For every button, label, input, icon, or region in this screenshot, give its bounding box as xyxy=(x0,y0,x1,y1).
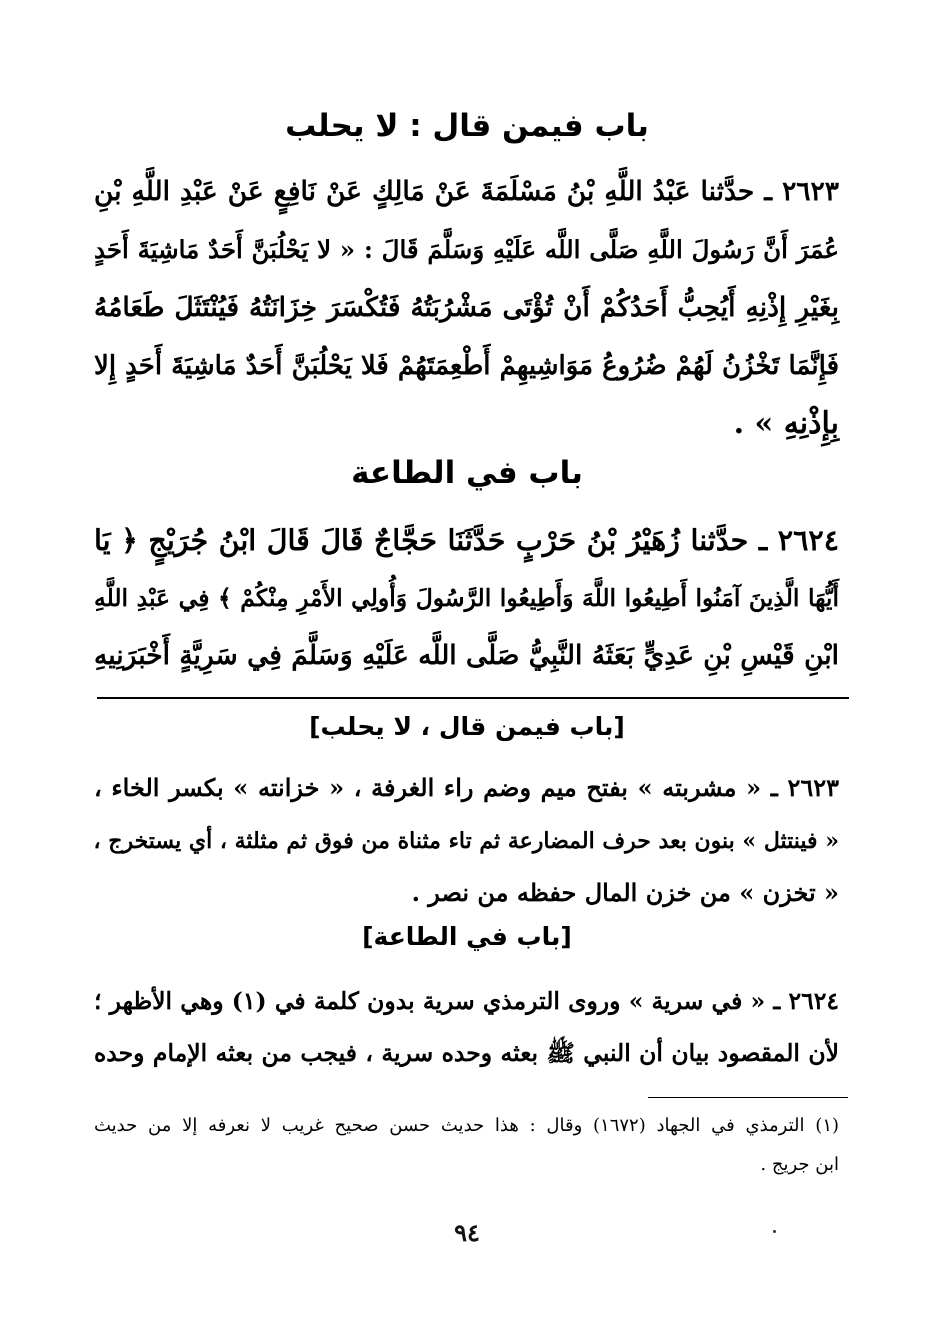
hadith-2623-line-2: عُمَرَ أَنَّ رَسُولَ اللَّهِ صَلَّى اللَّه عَلَيْهِ وَسَلَّمَ قَالَ : « لا يَحْلُبَنَّ أَحَدٌ مَاشِيَةَ أَحَدٍ xyxy=(94,235,839,264)
commentary-2624-line-2: لأن المقصود بيان أن النبي ﷺ بعثه وحده سرية ، فيجب من بعثه الإمام وحده xyxy=(94,1039,839,1067)
commentary-2623-line-1: ٢٦٢٣ ـ « مشربته » بفتح ميم وضم راء الغرفة ، « خزانته » بكسر الخاء ، xyxy=(94,773,839,802)
main-text-divider xyxy=(97,697,849,699)
footnote-line-1: (١) الترمذي في الجهاد (١٦٧٢) وقال : هذا حديث حسن صحيح غريب لا نعرفه إلا من حديث xyxy=(94,1115,840,1136)
scan-speck xyxy=(773,1230,776,1233)
hadith-2623-line-5: بِإِذْنِهِ » . xyxy=(733,406,839,441)
hadith-2623-line-4: فَإِنَّمَا تَخْزُنُ لَهُمْ ضُرُوعُ مَوَاشِيهِمْ أَطْعِمَتَهُمْ فَلا يَحْلُبَنَّ أَحَدٌ مَاشِيَةَ أَحَدٍ إِلا xyxy=(94,351,839,381)
chapter-heading-1: باب فيمن قال : لا يحلب xyxy=(285,108,649,144)
commentary-heading-2: [باب في الطاعة] xyxy=(362,922,572,951)
chapter-heading-2: باب في الطاعة xyxy=(351,455,583,491)
footnote-divider xyxy=(648,1097,848,1098)
page-number: ٩٤ xyxy=(454,1218,480,1247)
hadith-2623-line-3: بِغَيْرِ إِذْنِهِ أَيُحِبُّ أَحَدُكُمْ أَنْ تُؤْتَى مَشْرُبَتُهُ فَتُكْسَرَ خِزَانَتُهُ فَيُنْتَثَلَ طَعَامُهُ xyxy=(94,292,839,323)
commentary-2623-line-2: « فينتثل » بنون بعد حرف المضارعة ثم تاء مثناة من فوق ثم مثلثة ، أي يستخرج ، xyxy=(93,828,839,854)
commentary-2623-line-3: « تخزن » من خزن المال حفظه من نصر . xyxy=(411,878,839,907)
commentary-2624-line-1: ٢٦٢٤ ـ « في سرية » وروى الترمذي سرية بدون كلمة في (١) وهي الأظهر ؛ xyxy=(94,987,839,1015)
hadith-2624-line-1: ٢٦٢٤ ـ حدَّثنا زُهَيْرُ بْنُ حَرْبٍ حَدَّثَنَا حَجَّاجٌ قَالَ قَالَ ابْنُ جُرَيْجٍ ﴿ يَا xyxy=(94,523,839,557)
commentary-heading-1: [باب فيمن قال ، لا يحلب] xyxy=(309,712,625,741)
hadith-2623-line-1: ٢٦٢٣ ـ حدَّثنا عَبْدُ اللَّهِ بْنُ مَسْلَمَةَ عَنْ مَالِكٍ عَنْ نَافِعٍ عَنْ عَبْدِ اللَّهِ بْنِ xyxy=(94,176,839,207)
footnote-line-2: ابن جريج . xyxy=(760,1154,839,1175)
hadith-2624-line-3: ابْنِ قَيْسِ بْنِ عَدِيٍّ بَعَثَهُ النَّبِيُّ صَلَّى اللَّه عَلَيْهِ وَسَلَّمَ فِي سَرِيَّةٍ أَخْبَرَنِيهِ xyxy=(94,640,839,671)
hadith-2624-line-2: أَيُّهَا الَّذِينَ آمَنُوا أَطِيعُوا اللَّهَ وَأَطِيعُوا الرَّسُولَ وَأُولِي الأَمْرِ مِنْكُمْ ﴾ فِي عَبْدِ اللَّهِ xyxy=(94,584,839,612)
